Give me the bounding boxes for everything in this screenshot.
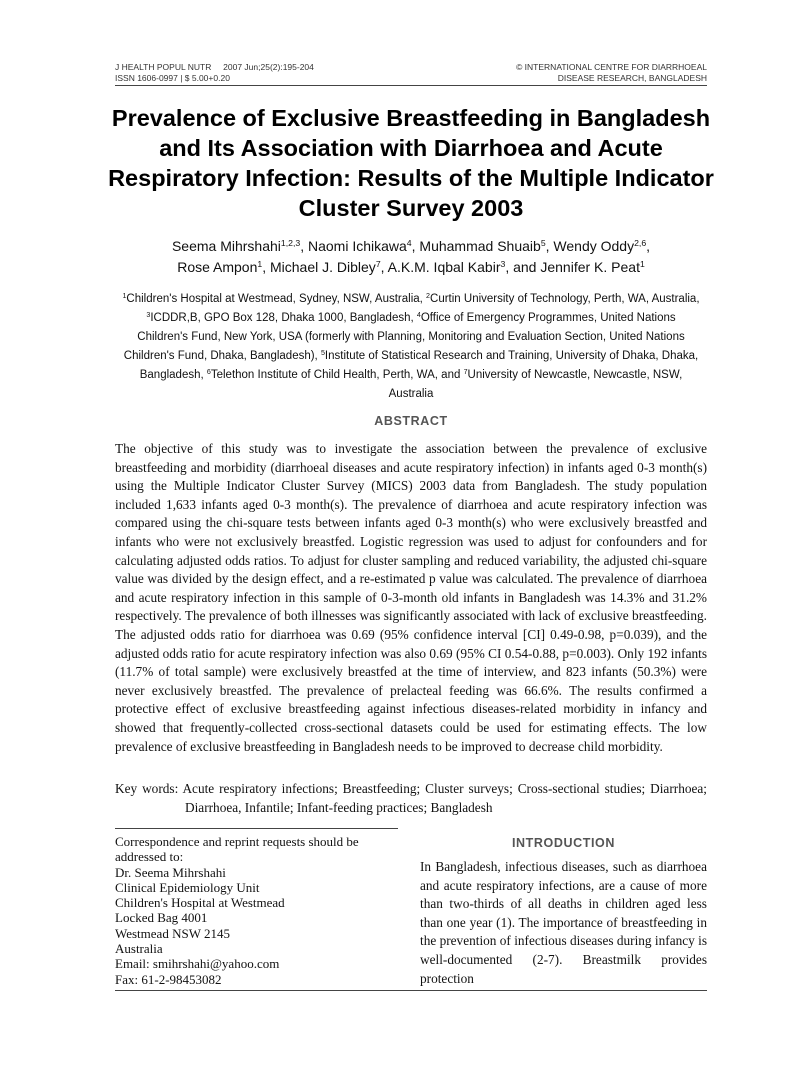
header-rule: [115, 85, 707, 86]
author-name: Rose Ampon: [177, 259, 258, 275]
author-name: A.K.M. Iqbal Kabir: [387, 259, 501, 275]
author-affiliation-marker: 1: [257, 259, 263, 270]
publisher-line: © INTERNATIONAL CENTRE FOR DIARRHOEAL: [516, 62, 707, 72]
author-affiliation-marker: 5: [540, 238, 546, 249]
journal-citation: [115, 62, 314, 84]
author-affiliation-marker: 7: [375, 259, 381, 270]
author-affiliation-marker: 1: [639, 259, 645, 270]
correspondence-line: Clinical Epidemiology Unit: [115, 879, 260, 895]
affiliation-text: Curtin University of Technology, Perth, WA, Australia,: [430, 293, 700, 305]
keywords: [115, 780, 707, 817]
correspondence-line: Australia: [115, 941, 163, 957]
publisher-line: DISEASE RESEARCH, BANGLADESH: [557, 73, 707, 83]
introduction-text: In Bangladesh, infectious diseases, such as diarrhoea and acute respiratory infections, are a cause of more than two-thirds of all deaths in children aged less than one year (1). The importance of breastfeeding in the prevention of infectious diseases during infancy is well-documented (2-7). Breastmilk provides protection: [420, 859, 707, 986]
author-list: Seema Mihrshahi$^{1,2,3}$, Naomi Ichikawa$^4$, Muhammad Shuaib$^5$, Wendy Oddy$^{2,6}$, Rose Ampon$^1$, Michael J. Dibley$^7$, A.K.M. Iqbal Kabir$^3$, and Jennifer K. Peat$^1$: [171, 238, 651, 275]
affiliation-marker: 1: [122, 292, 127, 301]
affiliation-marker: 6: [206, 368, 211, 377]
affiliation-text: Office of Emergency Programmes, United Nations Children's Fund, New York, USA (formerly with Planning, Monitoring and Evaluation Section, United Nations Children's Fund, Dhaka, Bangladesh),: [123, 312, 685, 362]
issn-line: ISSN 1606-0997 | $ 5.00+0.20: [115, 73, 230, 83]
affiliation-text: Institute of Statistical Research and Training, University of Dhaka, Dhaka, Bangladesh,: [139, 350, 699, 381]
affiliation-text: University of Newcastle, Newcastle, NSW, Australia: [388, 369, 683, 400]
abstract-text: The objective of this study was to investigate the association between the prevalence of exclusive breastfeeding and morbidity (diarrhoeal diseases and acute respiratory infection) in infants aged 0-3 month(s) using the Multiple Indicator Cluster Survey (MICS) 2003 data from Bangladesh. The study population included 1,633 infants aged 0-3 month(s). The prevalence of diarrhoea and acute respiratory infection was compared using the chi-square tests between infants aged 0-3 month(s) who were exclusively breastfed and infants who were not exclusively breastfed. Logistic regression was used to adjust for confounders and for calculating adjusted odds ratios. To adjust for cluster sampling and reduced variability, the adjusted chi-square value was divided by the design effect, and a re-estimated p value was calculated. The prevalence of diarrhoea and acute respiratory infection in this sample of 0-3-month old infants in Bangladesh was 14.3% and 31.2% respectively. The prevalence of both illnesses was significantly associated with lack of exclusive breastfeeding. The adjusted odds ratio for diarrhoea was 0.69 (95% confidence interval [CI] 0.49-0.98, p=0.039), and the adjusted odds ratio for acute respiratory infection was also 0.69 (95% CI 0.54-0.88, p=0.003). Only 192 infants (11.7% of total sample) were exclusively breastfed at the time of interview, and 823 infants (50.3%) were never exclusively breastfed. The prevalence of prelacteal feeding was 66.6%. The results confirmed a protective effect of exclusive breastfeeding against infectious diseases-related morbidity in infancy and showed that frequently-collected cross-sectional datasets could be used for estimating effects. The low prevalence of exclusive breastfeeding in Bangladesh needs to be improved to decrease child morbidity.: [115, 441, 707, 754]
keywords-label: Key words:: [115, 781, 179, 796]
affiliation-marker: 7: [463, 368, 468, 377]
abstract-heading: ABSTRACT: [374, 414, 448, 428]
author-name: Jennifer K. Peat: [540, 259, 640, 275]
correspondence-line: Westmead NSW 2145: [115, 925, 230, 941]
affiliation-text: Telethon Institute of Child Health, Perth, WA, and: [210, 369, 464, 381]
correspondence-line: Fax: 61-2-98453082: [115, 971, 222, 987]
introduction-heading: INTRODUCTION: [511, 836, 616, 850]
affiliation-marker: 3: [146, 311, 151, 320]
page-bottom-rule: [115, 990, 707, 991]
journal-citation-line: J HEALTH POPUL NUTR 2007 Jun;25(2):195-204: [115, 62, 314, 72]
keywords-text: Acute respiratory infections; Breastfeeding; Cluster surveys; Cross-sectional studies; Diarrhoea; Diarrhoea, Infantile; Infant-feeding practices; Bangladesh: [182, 781, 707, 815]
author-affiliation-marker: 4: [406, 238, 412, 249]
correspondence-line: Dr. Seema Mihrshahi: [115, 864, 226, 880]
correspondence-block: [115, 834, 400, 987]
affiliation-text: Children's Hospital at Westmead, Sydney, NSW, Australia,: [126, 293, 427, 305]
author-affiliation-marker: 2,6: [634, 238, 647, 249]
correspondence-line: Children's Hospital at Westmead: [115, 895, 285, 911]
author-name: Michael J. Dibley: [269, 259, 376, 275]
publisher-notice: [516, 62, 707, 84]
footnote-rule: [115, 828, 398, 829]
article-title: Prevalence of Exclusive Breastfeeding in Bangladesh and Its Association with Diarrhoea and Acute Respiratory Infection: Results of the Multiple Indicator Cluster Survey 2003: [108, 105, 714, 221]
author-affiliation-marker: 3: [500, 259, 506, 270]
affiliation-marker: 5: [320, 349, 325, 358]
author-name: Seema Mihrshahi: [171, 238, 281, 254]
correspondence-line: Locked Bag 4001: [115, 910, 208, 926]
correspondence-line: addressed to:: [115, 849, 184, 865]
correspondence-line: Correspondence and reprint requests should be: [115, 834, 359, 849]
affiliation-marker: 2: [426, 292, 431, 301]
author-name: Wendy Oddy: [553, 238, 635, 254]
affiliation-text: ICDDR,B, GPO Box 128, Dhaka 1000, Bangladesh,: [150, 312, 417, 324]
author-name: Muhammad Shuaib: [419, 238, 541, 254]
author-name: Naomi Ichikawa: [307, 238, 407, 254]
affiliation-marker: 4: [416, 311, 421, 320]
author-affiliation-marker: 1,2,3: [280, 238, 301, 249]
correspondence-line: Email: smihrshahi@yahoo.com: [115, 956, 280, 972]
affiliation-list: [120, 290, 702, 404]
